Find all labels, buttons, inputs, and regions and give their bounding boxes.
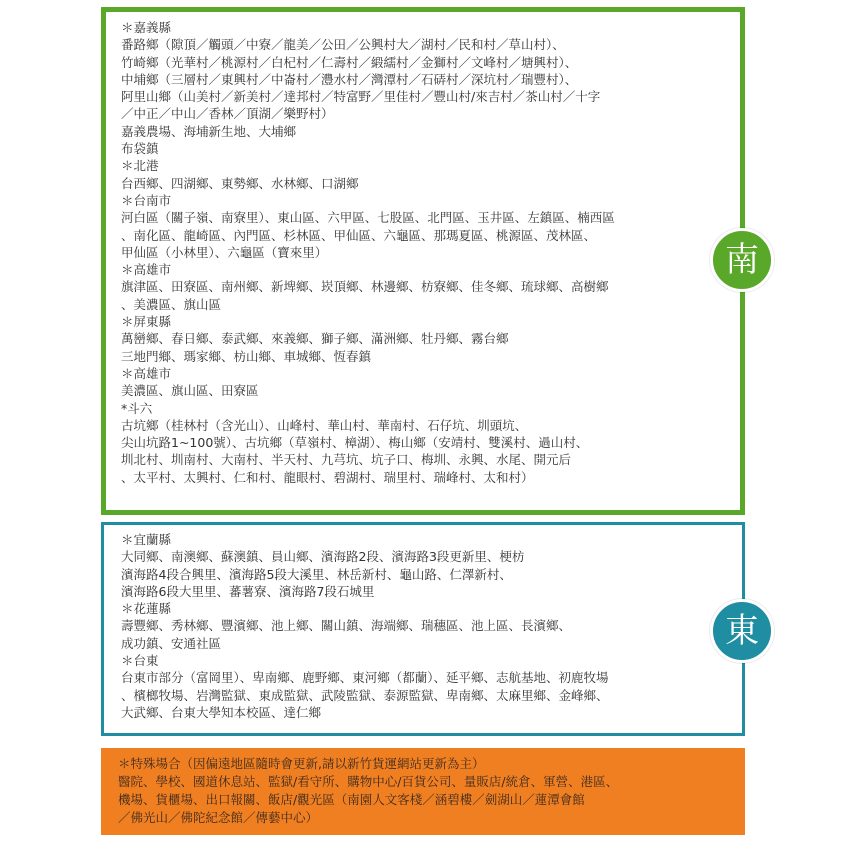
text-line: 大同鄉、南澳鄉、蘇澳鎮、員山鄉、濱海路2段、濱海路3段更新里、梗枋 [121,549,525,565]
text-line: 嘉義農場、海埔新生地、大埔鄉 [121,123,297,139]
text-line: 古坑鄉（桂林村（含光山）、山峰村、華山村、華南村、石仔坑、圳頭坑、 [121,417,528,433]
text-line: 中埔鄉（三層村／東興村／中崙村／灃水村／灣潭村／石硦村／深坑村／瑞豐村）、 [121,71,578,87]
text-line: 美濃區、旗山區、田寮區 [121,383,259,399]
text-line: ＊屏東縣 [121,314,172,330]
text-line: 、檳榔牧場、岩灣監獄、東成監獄、武陵監獄、泰源監獄、卑南鄉、太麻里鄉、金峰鄉、 [121,687,609,703]
text-line: 、美濃區、旗山區 [121,296,222,312]
text-line: ＊高雄市 [121,262,172,278]
east-region-panel [101,522,745,736]
text-line: 阿里山鄉（山美村／新美村／達邦村／特富野／里佳村／豐山村/來吉村／茶山村／十字 [121,89,601,105]
text-line: *斗六 [121,400,153,416]
text-line: 布袋鎮 [121,141,159,157]
text-line: 竹崎鄉（光華村／桃源村／白杞村／仁壽村／緞繻村／金獅村／文峰村／塘興村）、 [121,54,578,70]
south-region-panel [101,7,745,515]
text-line: 旗津區、田寮區、南州鄉、新埤鄉、崁頂鄉、林邊鄉、枋寮鄉、佳冬鄉、琉球鄉、高樹鄉 [121,279,609,295]
text-line: 、太平村、太興村、仁和村、龍眼村、碧湖村、瑞里村、瑞峰村、太和村） [121,469,534,485]
text-line: 、南化區、龍崎區、內門區、杉林區、甲仙區、六龜區、那瑪夏區、桃源區、茂林區、 [121,227,597,243]
text-line: ／佛光山／佛陀紀念館／傳藝中心） [118,810,319,825]
text-line: ＊台南市 [121,192,172,208]
text-line: ＊花蓮縣 [121,601,172,617]
text-line: 成功鎮、安通社區 [121,635,222,651]
text-line: 尖山坑路1~100號）、古坑鄉（草嶺村、樟湖）、梅山鄉（安靖村、雙溪村、過山村、 [121,435,589,451]
text-line: 濱海路6段大里里、蕃薯寮、濱海路7段石城里 [121,583,375,599]
text-line: ／中正／中山／香林／頂湖／樂野村） [121,106,334,122]
text-line: 圳北村、圳南村、大南村、半天村、九芎坑、坑子口、梅圳、永興、水尾、開元后 [121,452,572,468]
text-line: 河白區（關子嶺、南寮里）、東山區、六甲區、七股區、北門區、玉井區、左鎮區、楠西區 [121,210,615,226]
text-line: 萬巒鄉、春日鄉、泰武鄉、來義鄉、獅子鄉、滿洲鄉、牡丹鄉、霧台鄉 [121,331,509,347]
text-line: ＊宜蘭縣 [121,532,172,547]
text-line: 甲仙區（小林里）、六龜區（寶來里） [121,244,328,260]
text-line: 台東市部分（富岡里）、卑南鄉、鹿野鄉、東河鄉（都蘭）、延平鄉、志航基地、初鹿牧場 [121,670,609,686]
text-line: 大武鄉、台東大學知本校區、達仁鄉 [121,704,322,720]
text-line: 醫院、學校、國道休息站、監獄/看守所、購物中心/百貨公司、量販店/統倉、軍營、港區、 [118,774,619,789]
text-line: ＊特殊場合（因偏遠地區隨時會更新,請以新竹貨運網站更新為主） [118,756,485,771]
text-line: ＊北港 [121,158,159,174]
east-badge: 東 [710,599,774,663]
text-line: 番路鄉（隙頂／觸頭／中寮／龍美／公田／公興村大／湖村／民和村／草山村）、 [121,37,565,53]
text-line: ＊台東 [121,653,159,669]
south-badge: 南 [710,228,774,292]
text-line: 三地門鄉、瑪家鄉、枋山鄉、車城鄉、恆春鎮 [121,348,372,364]
text-line: 機場、貨櫃場、出口報關、飯店/觀光區（南園人文客棧／涵碧樓／劍湖山／蓮潭會館 [118,792,585,807]
text-line: 壽豐鄉、秀林鄉、豐濱鄉、池上鄉、關山鎮、海端鄉、瑞穗區、池上區、長濱鄉、 [121,618,572,634]
text-line: 台西鄉、四湖鄉、東勢鄉、水林鄉、口湖鄉 [121,175,359,191]
text-line: ＊嘉義縣 [121,20,172,35]
text-line: 濱海路4段合興里、濱海路5段大溪里、林岳新村、龜山路、仁澤新村、 [121,566,512,582]
text-line: ＊高雄市 [121,365,172,381]
special-locations-panel [101,748,745,835]
